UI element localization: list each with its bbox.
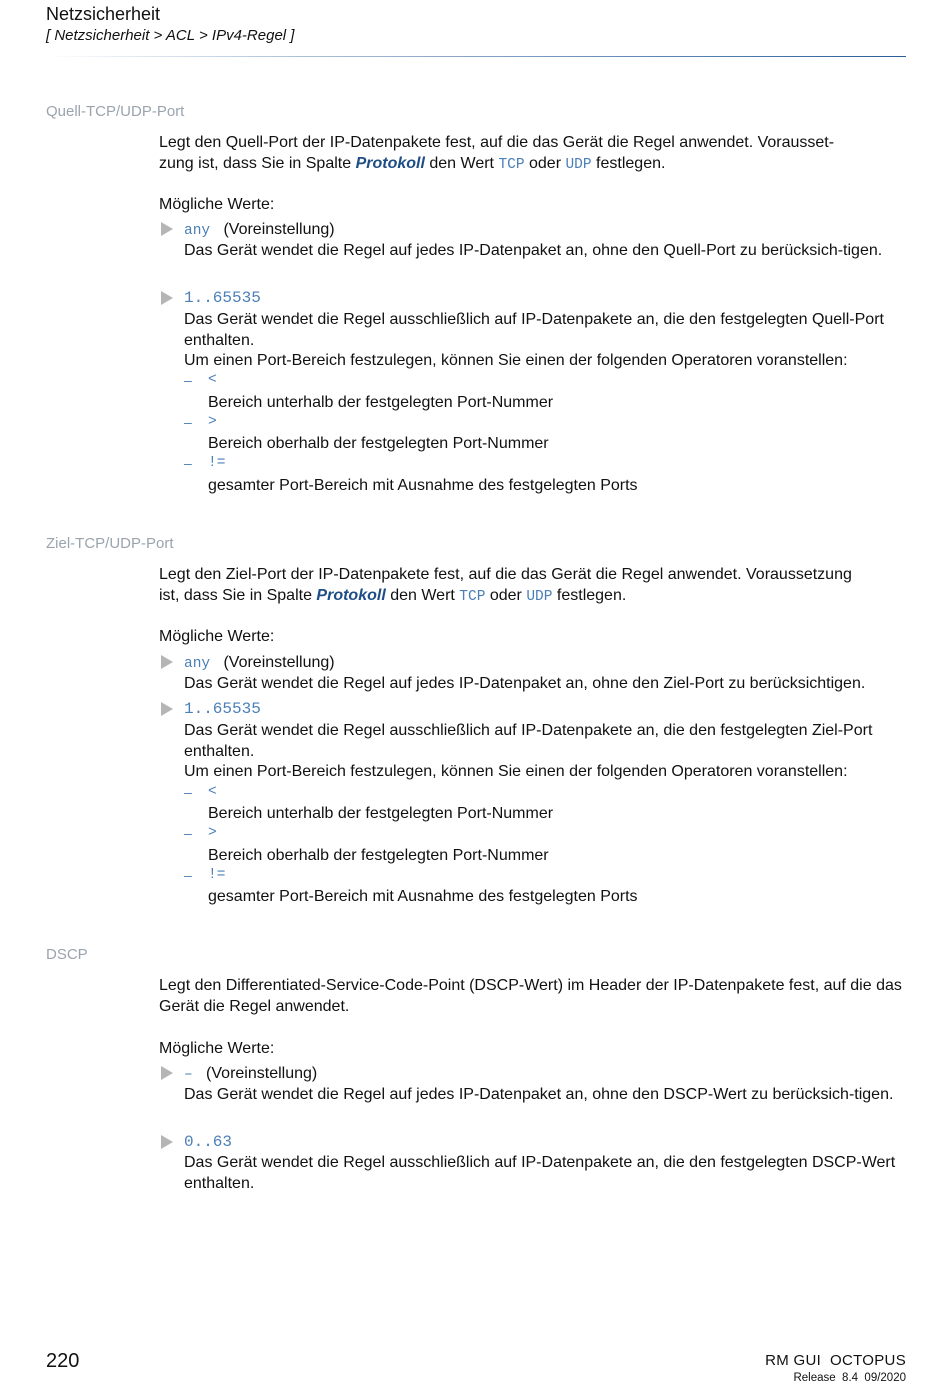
range-intro: Um einen Port-Bereich festzulegen, können Sie einen der folgenden Operatoren voranstellen: <box>184 352 848 369</box>
tcp-value: TCP <box>459 589 486 605</box>
section-label-source-port: Quell-TCP/UDP-Port <box>46 103 185 120</box>
triangle-right-icon <box>160 222 174 236</box>
triangle-right-icon <box>160 291 174 305</box>
udp-value: UDP <box>526 589 553 605</box>
page-number: 220 <box>46 1350 80 1372</box>
value-any-line <box>184 652 335 675</box>
value-none-description: Das Gerät wendet die Regel auf jedes IP-Datenpaket an, ohne den DSCP-Wert zu berücksich-tigen. <box>184 1086 894 1103</box>
value-any: any <box>184 223 211 239</box>
default-label: (Voreinstellung) <box>223 221 335 238</box>
value-any-description: Das Gerät wendet die Regel auf jedes IP-Datenpaket an, ohne den Ziel-Port zu berücksichtigen. <box>184 675 866 692</box>
operator-ne-description: gesamter Port-Bereich mit Ausnahme des festgelegten Ports <box>208 477 638 494</box>
operator-gt-description: Bereich oberhalb der festgelegten Port-Nummer <box>208 847 549 864</box>
desc-line-1: Legt den Quell-Port der IP-Datenpakete fest, auf die das Gerät die Regel anwendet. Vorausset- <box>159 134 835 151</box>
triangle-right-icon <box>160 702 174 716</box>
possible-values-heading: Mögliche Werte: <box>159 1040 275 1057</box>
value-any-description: Das Gerät wendet die Regel auf jedes IP-Datenpaket an, ohne den Quell-Port zu berücksich-tigen. <box>184 242 883 259</box>
operator-gt-description: Bereich oberhalb der festgelegten Port-Nummer <box>208 435 549 452</box>
value-any-line <box>184 219 335 242</box>
release-info: Release 8.4 09/2020 <box>793 1372 906 1384</box>
dash-marker: – <box>184 455 192 471</box>
dash-marker: – <box>184 867 192 883</box>
section-label-dest-port: Ziel-TCP/UDP-Port <box>46 535 174 552</box>
tcp-value: TCP <box>498 157 525 173</box>
dash-marker: – <box>184 784 192 800</box>
dest-port-description <box>159 564 909 608</box>
value-range-description: Das Gerät wendet die Regel ausschließlich auf IP-Datenpakete an, die den festgelegten Ziel-Port enthalten. <box>184 722 873 760</box>
word-or: oder <box>529 155 562 172</box>
operator-ne: != <box>208 867 226 883</box>
desc-line-1: Legt den Ziel-Port der IP-Datenpakete fest, auf die das Gerät die Regel anwendet. Voraussetzung <box>159 566 852 583</box>
triangle-right-icon <box>160 1135 174 1149</box>
value-range: 1..65535 <box>184 289 261 307</box>
word-value: den Wert <box>429 155 494 172</box>
breadcrumb: [ Netzsicherheit > ACL > IPv4-Regel ] <box>46 27 295 44</box>
value-any: any <box>184 656 211 672</box>
word-or: oder <box>489 587 522 604</box>
triangle-right-icon <box>160 1066 174 1080</box>
range-intro: Um einen Port-Bereich festzulegen, können Sie einen der folgenden Operatoren voranstellen: <box>184 763 848 780</box>
operator-lt: < <box>208 372 217 388</box>
word-set: festlegen. <box>596 155 666 172</box>
protocol-term: Protokoll <box>316 587 386 604</box>
value-range-description: Das Gerät wendet die Regel ausschließlich auf IP-Datenpakete an, die den festgelegten Quell-Port enthalten. <box>184 311 884 349</box>
source-port-description <box>159 132 909 176</box>
operator-gt: > <box>208 414 217 430</box>
dash-marker: – <box>184 825 192 841</box>
dash-marker: – <box>184 414 192 430</box>
operator-lt-description: Bereich unterhalb der festgelegten Port-Nummer <box>208 394 554 411</box>
operator-ne-description: gesamter Port-Bereich mit Ausnahme des festgelegten Ports <box>208 888 638 905</box>
default-label: (Voreinstellung) <box>206 1065 318 1082</box>
word-set: festlegen. <box>556 587 627 604</box>
possible-values-heading: Mögliche Werte: <box>159 628 275 645</box>
desc-line-2: zung ist, dass Sie in Spalte <box>159 155 352 172</box>
operator-ne: != <box>208 455 226 471</box>
document-title: RM GUI OCTOPUS <box>765 1352 906 1369</box>
header-divider <box>46 56 906 57</box>
value-range-description: Das Gerät wendet die Regel ausschließlich auf IP-Datenpakete an, die den festgelegten DSCP-Wert enthalten. <box>184 1154 896 1192</box>
value-range: 0..63 <box>184 1133 233 1151</box>
udp-value: UDP <box>565 157 592 173</box>
word-value: den Wert <box>390 587 455 604</box>
protocol-term: Protokoll <box>355 155 425 172</box>
dscp-description: Legt den Differentiated-Service-Code-Point (DSCP-Wert) im Header der IP-Datenpakete fest, auf die das Gerät die Regel anwendet. <box>159 977 902 1015</box>
operator-gt: > <box>208 825 217 841</box>
triangle-right-icon <box>160 655 174 669</box>
page-header-title: Netzsicherheit <box>46 4 161 24</box>
section-label-dscp: DSCP <box>46 946 88 963</box>
desc-line-2: ist, dass Sie in Spalte <box>159 587 312 604</box>
dash-marker: – <box>184 372 192 388</box>
operator-lt: < <box>208 784 217 800</box>
operator-lt-description: Bereich unterhalb der festgelegten Port-Nummer <box>208 805 554 822</box>
possible-values-heading: Mögliche Werte: <box>159 196 275 213</box>
value-range: 1..65535 <box>184 700 261 718</box>
default-label: (Voreinstellung) <box>223 654 335 671</box>
value-none-line <box>184 1063 317 1086</box>
value-none: – <box>184 1067 193 1083</box>
